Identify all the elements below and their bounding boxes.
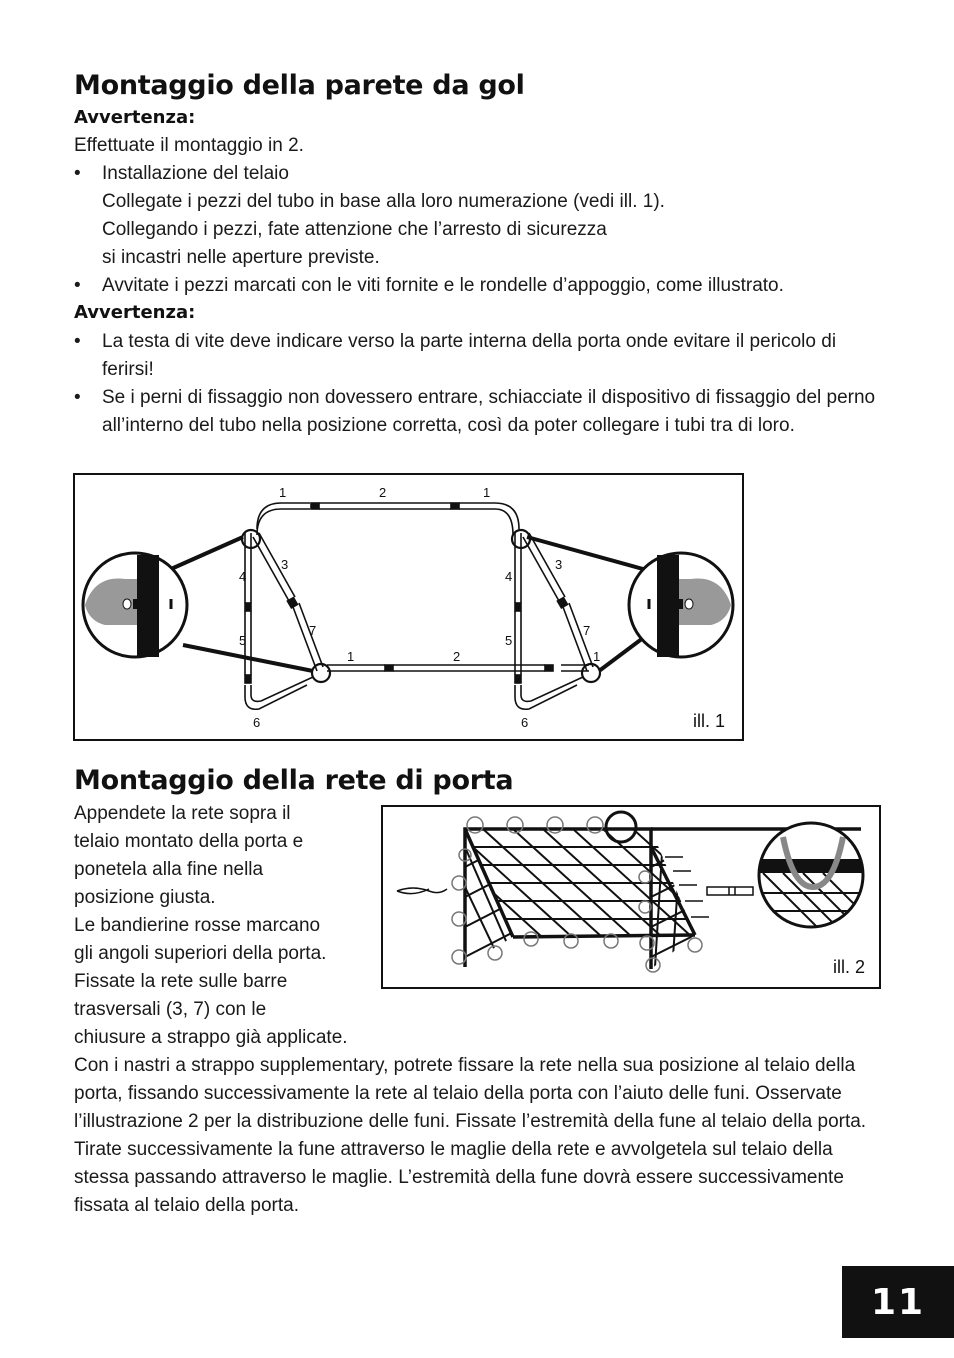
warning-label: Avvertenza: [74,302,196,323]
goal-net-diagram [383,807,879,987]
part-label: 6 [253,715,261,730]
figure-net-assembly [381,805,881,989]
bullet3-text: La testa di vite deve indicare verso la parte interna della porta onde evitare il pericolo di ferirsi! [102,331,837,380]
bullet1-line3: Collegando i pezzi, fate attenzione che l’arresto di sicurezza [102,219,607,240]
part-label: 2 [453,649,461,664]
bullet-marker: • [74,387,81,408]
bullet1-line2: Collegate i pezzi del tubo in base alla loro numerazione (vedi ill. 1). [102,191,665,212]
part-label: 6 [521,715,529,730]
part-label: 1 [593,649,601,664]
bullet2-text: Avvitate i pezzi marcati con le viti fornite e le rondelle d’appoggio, come illustrato. [102,275,784,296]
body-paragraph: Con i nastri a strappo supplementary, potrete fissare la rete nella sua posizione al telaio della porta, fissando successivamente la rete al telaio della porta con l’aiuto delle funi. Osservate l’illustrazione 2 per la distribuzione delle funi. Fissate l’estremità della fune al telaio della porta. Tirate successivamente la fune attraverso le maglie della rete e avvolgetela sul telaio della stessa passando attraverso le maglie. L’estremità della fune dovrà essere successivamente fissata al telaio della porta. [74,1055,867,1216]
bullet-marker: • [74,331,81,352]
left-column-line: Fissate la rete sulle barre [74,971,288,992]
figure-caption: ill. 1 [693,711,726,731]
part-label: 5 [239,633,247,648]
bullet1-line1: Installazione del telaio [102,163,289,184]
left-column-line: chiusure a strappo già applicate. [74,1027,348,1048]
part-label: 3 [555,557,563,572]
left-column-line: trasversali (3, 7) con le [74,999,267,1020]
part-label: 5 [505,633,513,648]
left-column-line: posizione giusta. [74,887,216,908]
part-label: 7 [583,623,591,638]
left-column-line: gli angoli superiori della porta. [74,943,327,964]
goal-frame-diagram [75,475,742,739]
part-label: 4 [505,569,513,584]
part-label: 2 [379,485,387,500]
bullet4-text: Se i perni di fissaggio non dovessero entrare, schiacciate il dispositivo di fissaggio del perno all’interno del tubo nella posizione corretta, così da poter collegare i tubi tra di loro. [102,387,876,436]
left-column-line: Le bandierine rosse marcano [74,915,321,936]
page-number-tab: 11 [842,1266,954,1338]
left-column-line: ponetela alla fine nella [74,859,264,880]
part-label: 7 [309,623,317,638]
part-label: 1 [279,485,287,500]
figure-caption: ill. 2 [833,957,866,977]
figure-frame-assembly [73,473,744,741]
bullet-marker: • [74,275,81,296]
part-label: 1 [483,485,491,500]
part-label: 4 [239,569,247,584]
part-label: 1 [347,649,355,664]
warning-label: Avvertenza: [74,107,196,128]
bullet-marker: • [74,163,81,184]
bullet1-line4: si incastri nelle aperture previste. [102,247,380,268]
part-label: 3 [281,557,289,572]
left-column-line: Appendete la rete sopra il [74,803,291,824]
intro-text: Effettuate il montaggio in 2. [74,135,304,156]
section-title-goal-assembly: Montaggio della parete da gol [74,70,525,101]
left-column-line: telaio montato della porta e [74,831,304,852]
section-title-net-assembly: Montaggio della rete di porta [74,765,514,796]
